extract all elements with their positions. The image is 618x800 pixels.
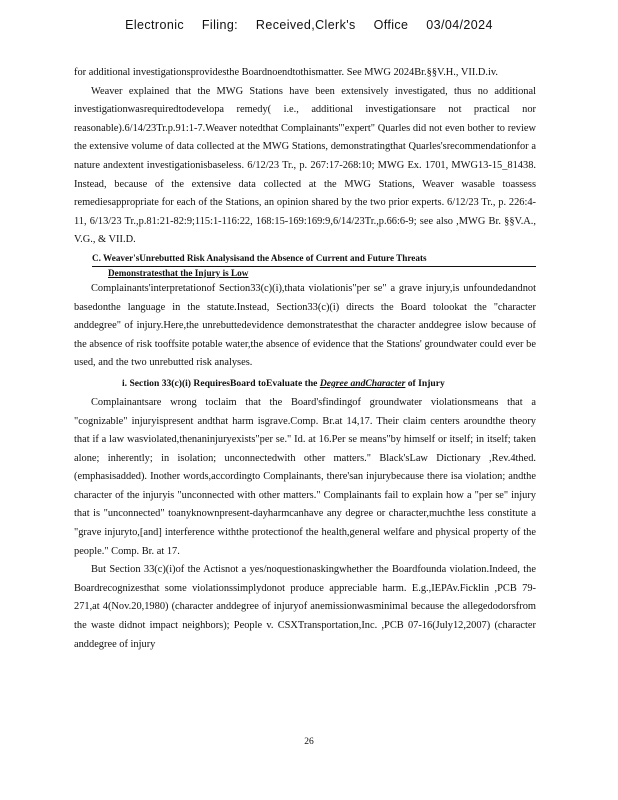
subsection-heading-i (122, 376, 536, 392)
paragraph-complainants-wrong: Complainantsare wrong toclaim that the Board'sfindingof groundwater violationsmeans that a "cognizable" injuryispresent andthat harm isgrave.Comp. Br.at 14,17. Their claim centers aroundthe theory that if a law wasviolated,thenaninjuryexists"per se." Id. at 16.Per se means"by himself or itself; in itself; taken alone; inherently; in isolation; unconnectedwith other matters." Black'sLaw Dictionary ,Rev.4thed.(emphasisadded). Inother words,accordingto Complainants, there'san injurybecause there isa violation; andthe character of the injuryis "unconnected with other matters." Complainants fail to explain how a "per se" injury that is "unconnected" toanyknownpresent-dayharmcanhave any degree or character,muchthe less constitute a "grave injuryto,[and] interference withthe protectionof the health,general welfare and physical property of the people." Comp. Br. at 17. (74, 396, 536, 557)
paragraph-but-section: But Section 33(c)(i)of the Actisnot a yes/noquestionaskingwhether the Boardfounda violation.Indeed, the Boardrecognizesthat some violationssimplydonot produce appreciable harm. E.g.,IEPAv.Ficklin ,PCB 79-271,at 4(Nov.20,1980) (character anddegree of injuryof anemissionwasminimal because the allegedodorsfrom the waste didnot impact neighbors); People v. CSXTransportation,Inc. ,PCB 07-16(July12,2007) (character anddegree of injury (74, 564, 536, 650)
subsection-heading-emphasis: Degree andCharacter (319, 377, 406, 389)
section-heading-c-line2: Demonstratesthat the Injury is Low (108, 267, 249, 278)
paragraph-continuation: for additional investigationsprovidesthe Boardnoendtothismatter. See MWG 2024Br.§§V.H., VII.D.iv. (74, 67, 499, 78)
page-number: 26 (304, 737, 314, 747)
paragraph-complainants-interpretation: Complainants'interpretationof Section33(c)(i),thata violationis"per se" a grave injury,is unfoundedandnot basedonthe language in the statute.Instead, Section33(c)(i) directs the Board tolookat the "character anddegree" of injury.Here,the unrebuttedevidence demonstratesthat the character anddegree islow because of the absence of risk tooffsite potable water,the absence of evidence that the Stations' groundwater could ever be used, and the two unrebutted risk analyses. (74, 282, 536, 369)
filing-header: Electronic Filing: Received,Clerk's Office 03/04/2024 (125, 18, 493, 32)
paragraph-weaver-explained: Weaver explained that the MWG Stations have been extensively investigated, thus no additional investigationwasrequiredtodevelopa remedy( i.e., additional investigationsare not practical nor reasonable).6/14/23Tr.p.91:1-7.Weaver notedthat Complainants'"expert" Quarles did not even bother to review the extensive volume of data collected at the MWG Stations, demonstratingthat Quarles'srecommendationfor a nature andextent investigationisbaseless. 6/12/23 Tr., p. 267:17-268:10; MWG Ex. 1701, MWG13-15_81438. Instead, because of the extensive data collected at the MWG Stations, Weaver wasable toassess remediesappropriate for each of the Stations, an opinion shared by the two prior experts. 6/12/23 Tr., p. 226:4-11, 6/13/23 Tr.,p.81:21-82:9;115:1-116:22, 168:15-169:169:9,6/14/23Tr.,p.66:6-9; see also ,MWG Br. §§V.A., V.G., & VII.D. (74, 85, 536, 246)
section-heading-c (92, 252, 536, 280)
subsection-heading-prefix: i. Section 33(c)(i) RequiresBoard toEvaluate the (122, 377, 320, 389)
section-heading-c-line1: C. Weaver'sUnrebutted Risk Analysisand the Absence of Current and Future Threats (92, 252, 536, 267)
subsection-heading-suffix: of Injury (405, 377, 445, 389)
document-body (74, 64, 536, 654)
